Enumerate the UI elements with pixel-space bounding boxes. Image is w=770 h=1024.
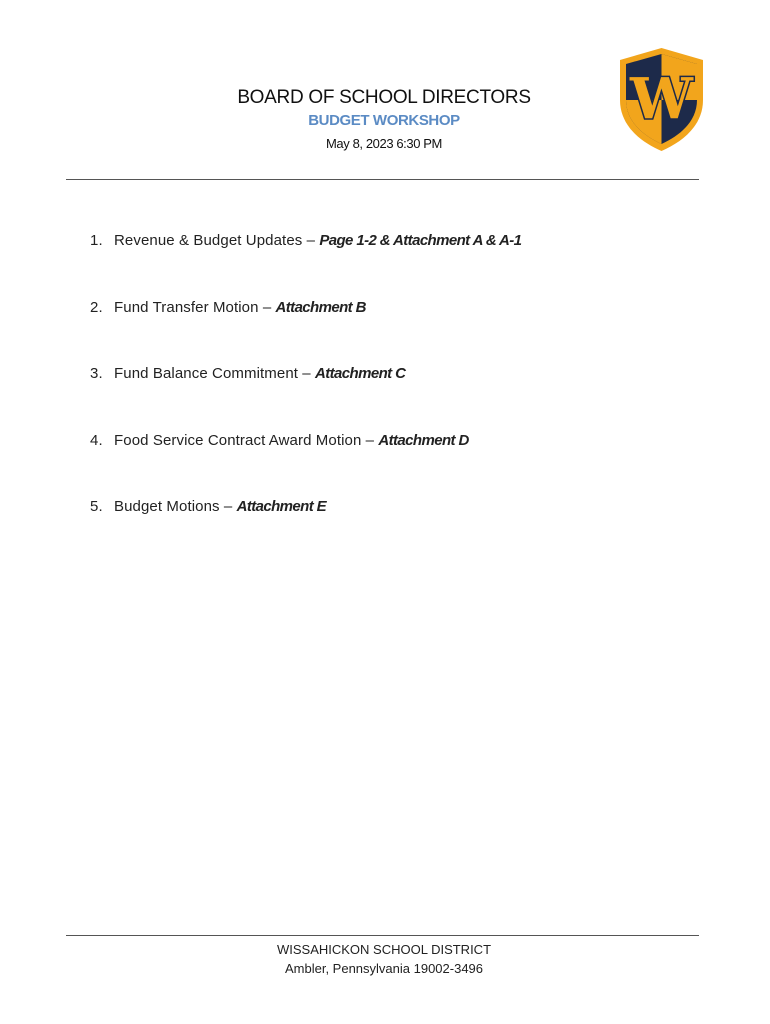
agenda-item-number: 5. [90, 498, 103, 515]
agenda-item-number: 3. [90, 365, 103, 382]
district-address: Ambler, Pennsylvania 19002-3496 [284, 961, 484, 976]
meeting-type: BUDGET WORKSHOP [308, 112, 460, 129]
agenda-list [90, 232, 521, 565]
agenda-item [90, 232, 521, 299]
header-divider [66, 179, 699, 180]
agenda-item-text: Revenue & Budget Updates – [114, 232, 320, 249]
footer-divider [66, 935, 699, 936]
meeting-date: May 8, 2023 6:30 PM [326, 136, 442, 151]
agenda-item-text: Fund Transfer Motion – [114, 298, 276, 316]
agenda-item-text: Fund Balance Commitment – [114, 365, 316, 382]
document-header [0, 0, 770, 190]
agenda-item [90, 498, 521, 565]
board-title: BOARD OF SCHOOL DIRECTORS [237, 87, 531, 108]
agenda-item [90, 365, 521, 432]
agenda-item-number: 2. [90, 298, 103, 316]
agenda-item [90, 299, 521, 366]
agenda-item-attachment: Attachment C [315, 365, 406, 382]
agenda-item-text: Budget Motions – [114, 498, 237, 515]
agenda-item-attachment: Page 1-2 & Attachment A & A-1 [319, 232, 522, 249]
agenda-item-text: Food Service Contract Award Motion – [114, 431, 379, 449]
agenda-item-attachment: Attachment D [378, 431, 469, 449]
agenda-item [90, 432, 521, 499]
agenda-item-number: 4. [90, 431, 103, 449]
agenda-item-attachment: Attachment E [236, 498, 327, 515]
logo-letter: W [630, 66, 693, 132]
document-footer [184, 940, 584, 978]
district-name: WISSAHICKON SCHOOL DISTRICT [276, 942, 492, 957]
agenda-item-attachment: Attachment B [275, 298, 366, 316]
school-shield-logo [616, 46, 707, 153]
agenda-item-number: 1. [90, 232, 103, 249]
